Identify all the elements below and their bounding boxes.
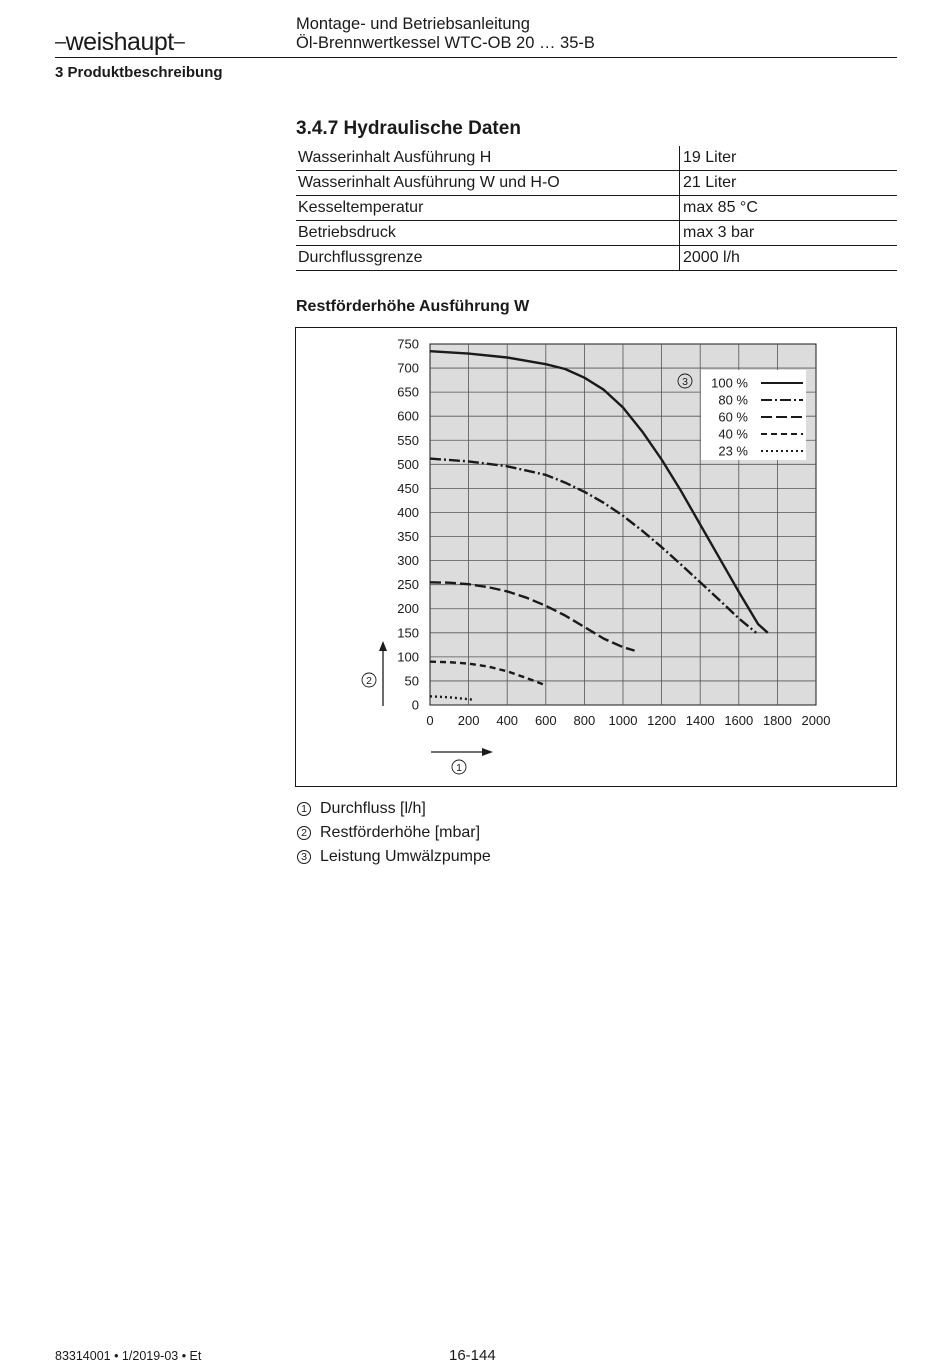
y-tick-label: 550 xyxy=(397,432,419,448)
y-tick-label: 0 xyxy=(411,697,419,713)
table-cell-label: Betriebsdruck xyxy=(296,221,680,246)
legend-text: Leistung Umwälzpumpe xyxy=(320,848,491,865)
table-cell-value: max 3 bar xyxy=(680,221,898,246)
legend-number-badge: 2 xyxy=(297,826,311,840)
y-tick-label: 600 xyxy=(397,408,419,424)
legend-number-badge: 3 xyxy=(297,850,311,864)
logo-text: weishaupt xyxy=(65,28,174,56)
table-cell-label: Wasserinhalt Ausführung W und H-O xyxy=(296,171,680,196)
y-tick-label: 50 xyxy=(404,673,419,689)
x-tick-label: 2000 xyxy=(801,713,831,728)
chart-title: Restförderhöhe Ausführung W xyxy=(296,298,530,315)
x-tick-label: 200 xyxy=(457,713,480,728)
legend-text: Durchfluss [l/h] xyxy=(320,800,426,817)
chart-frame xyxy=(295,327,897,787)
legend-label: 40 % xyxy=(718,426,748,442)
y-tick-label: 300 xyxy=(397,553,419,569)
legend-label: 80 % xyxy=(718,392,748,408)
y-tick-label: 200 xyxy=(397,601,419,617)
x-tick-label: 1400 xyxy=(685,713,715,728)
table-cell-value: 21 Liter xyxy=(680,171,898,196)
table-cell-label: Durchflussgrenze xyxy=(296,246,680,271)
y-tick-label: 650 xyxy=(397,384,419,400)
x-axis-arrowhead xyxy=(482,748,493,756)
document-title xyxy=(296,15,595,53)
footer-document-number: 83314001 • 1/2019-03 • Et xyxy=(55,1349,202,1363)
x-tick-label: 0 xyxy=(426,713,434,728)
y-tick-label: 450 xyxy=(397,480,419,496)
header-divider xyxy=(55,57,897,58)
y-tick-label: 100 xyxy=(397,649,419,665)
y-tick-label: 500 xyxy=(397,456,419,472)
x-axis-marker-number: 1 xyxy=(456,761,462,774)
legend-label: 100 % xyxy=(711,375,748,391)
brand-logo: –weishaupt– xyxy=(55,28,185,56)
x-tick-label: 800 xyxy=(573,713,596,728)
y-axis-marker-number: 2 xyxy=(366,674,372,687)
y-tick-label: 700 xyxy=(397,360,419,376)
y-tick-label: 250 xyxy=(397,577,419,593)
table-row xyxy=(296,221,897,246)
subsection-title: 3.4.7 Hydraulische Daten xyxy=(296,118,521,139)
hydraulic-data-table xyxy=(296,146,897,271)
legend-label: 60 % xyxy=(718,409,748,425)
y-axis-arrowhead xyxy=(379,641,387,651)
y-tick-label: 750 xyxy=(397,336,419,352)
document-title-line-2: Öl-Brennwertkessel WTC-OB 20 … 35-B xyxy=(296,34,595,52)
legend-item xyxy=(297,821,491,845)
legend-item xyxy=(297,845,491,869)
x-tick-label: 1600 xyxy=(724,713,754,728)
table-row xyxy=(296,246,897,271)
table-cell-label: Kesseltemperatur xyxy=(296,196,680,221)
table-row xyxy=(296,171,897,196)
legend-text: Restförderhöhe [mbar] xyxy=(320,824,481,841)
legend-label: 23 % xyxy=(718,443,748,459)
marker-number: 3 xyxy=(682,375,688,388)
table-row xyxy=(296,146,897,171)
table-cell-value: max 85 °C xyxy=(680,196,898,221)
y-tick-label: 150 xyxy=(397,625,419,641)
legend-number-badge: 1 xyxy=(297,802,311,816)
footer-page-number: 16-144 xyxy=(449,1347,496,1364)
x-tick-label: 1000 xyxy=(608,713,638,728)
x-tick-label: 1200 xyxy=(647,713,677,728)
y-tick-label: 400 xyxy=(397,504,419,520)
section-label: 3 Produktbeschreibung xyxy=(55,64,223,81)
legend-item xyxy=(297,797,491,821)
document-title-line-1: Montage- und Betriebsanleitung xyxy=(296,15,530,33)
table-cell-value: 2000 l/h xyxy=(680,246,898,271)
table-row xyxy=(296,196,897,221)
x-tick-label: 1800 xyxy=(762,713,792,728)
figure-legend xyxy=(297,797,491,869)
pump-curve-chart xyxy=(296,328,896,786)
table-cell-value: 19 Liter xyxy=(680,146,898,171)
y-tick-label: 350 xyxy=(397,529,419,545)
x-tick-label: 400 xyxy=(496,713,519,728)
table-cell-label: Wasserinhalt Ausführung H xyxy=(296,146,680,171)
x-tick-label: 600 xyxy=(534,713,557,728)
